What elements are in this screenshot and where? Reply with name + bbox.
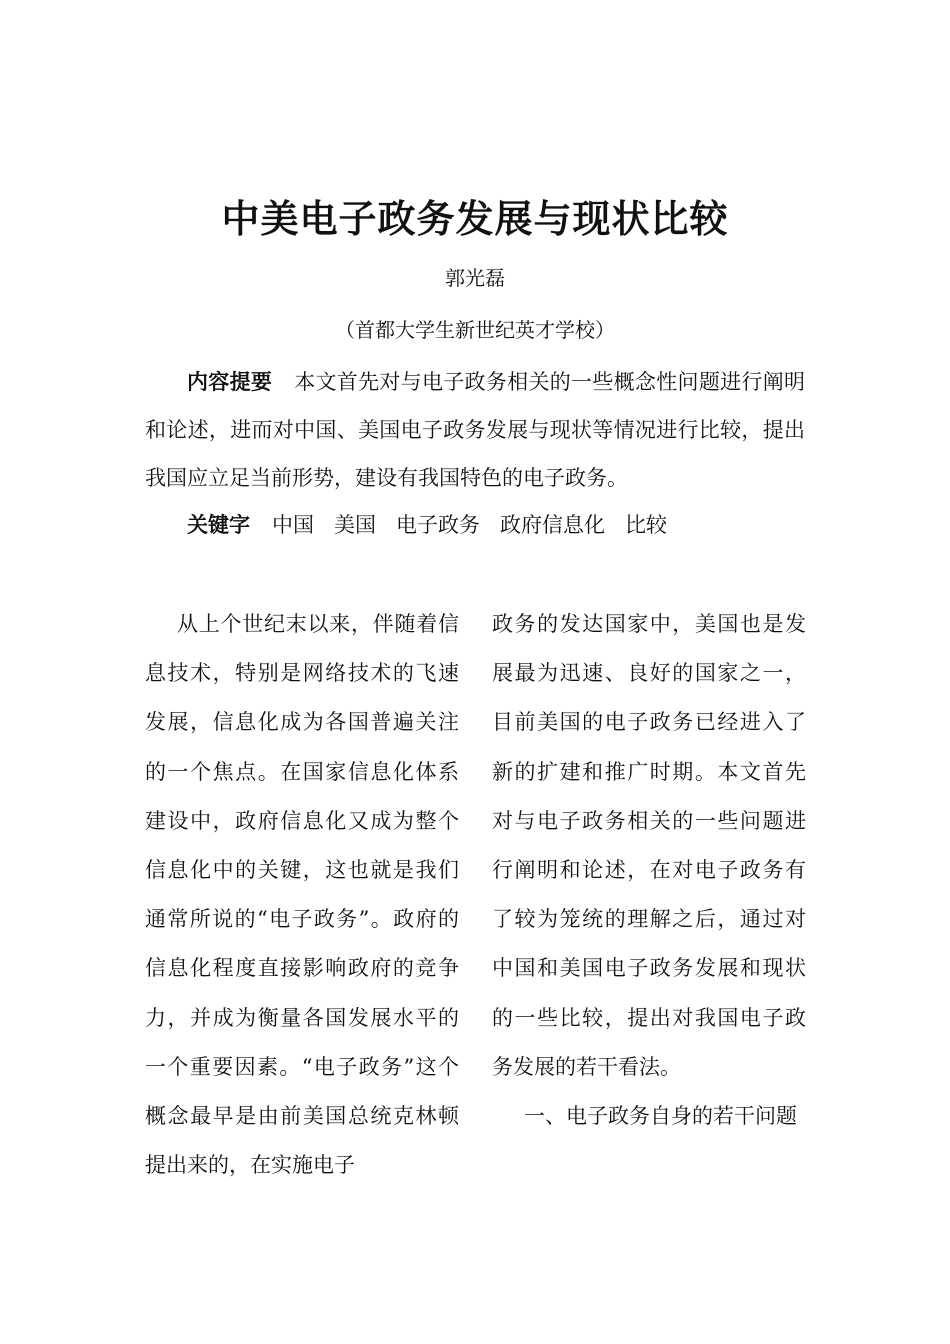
author-affiliation: （首都大学生新世纪英才学校） bbox=[335, 318, 615, 342]
abstract-text: 本文首先对与电子政务相关的一些概念性问题进行阐明和论述，进而对中国、美国电子政务发展与现状等情况进行比较，提出我国应立足当前形势，建设有我国特色的电子政务。 bbox=[145, 370, 806, 490]
abstract bbox=[145, 358, 805, 502]
keywords-label: 关键字 bbox=[187, 512, 250, 537]
author-name: 郭光磊 bbox=[445, 266, 505, 290]
section-heading: 一、电子政务自身的若干问题 bbox=[524, 1104, 797, 1129]
keyword: 美国 bbox=[334, 513, 376, 537]
body-paragraph: 政务的发达国家中，美国也是发展最为迅速、良好的国家之一，目前美国的电子政务已经进入了新的扩建和推广时期。本文首先对与电子政务相关的一些问题进行阐明和论述，在对电子政务有了较为笼统的理解之后，通过对中国和美国电子政务发展和现状的一些比较，提出对我国电子政务发展的若干看法。 bbox=[492, 612, 806, 1079]
body-right-column bbox=[492, 600, 806, 1141]
keyword: 比较 bbox=[625, 513, 667, 537]
keyword: 电子政务 bbox=[396, 513, 480, 537]
keyword: 政府信息化 bbox=[500, 513, 605, 537]
paper-title: 中美电子政务发展与现状比较 bbox=[221, 196, 729, 241]
abstract-label: 内容提要 bbox=[187, 369, 273, 394]
keyword: 中国 bbox=[272, 513, 314, 537]
body-left-column bbox=[145, 600, 459, 1190]
keywords bbox=[145, 508, 805, 542]
body-paragraph: 从上个世纪末以来，伴随着信息技术，特别是网络技术的飞速发展，信息化成为各国普遍关注的一个焦点。在国家信息化体系建设中，政府信息化又成为整个信息化中的关键，这也就是我们通常所说的“电子政务”。政府的信息化程度直接影响政府的竞争力，并成为衡量各国发展水平的一个重要因素。“电子政务”这个概念最早是由前美国总统克林顿提出来的，在实施电子 bbox=[145, 612, 459, 1178]
